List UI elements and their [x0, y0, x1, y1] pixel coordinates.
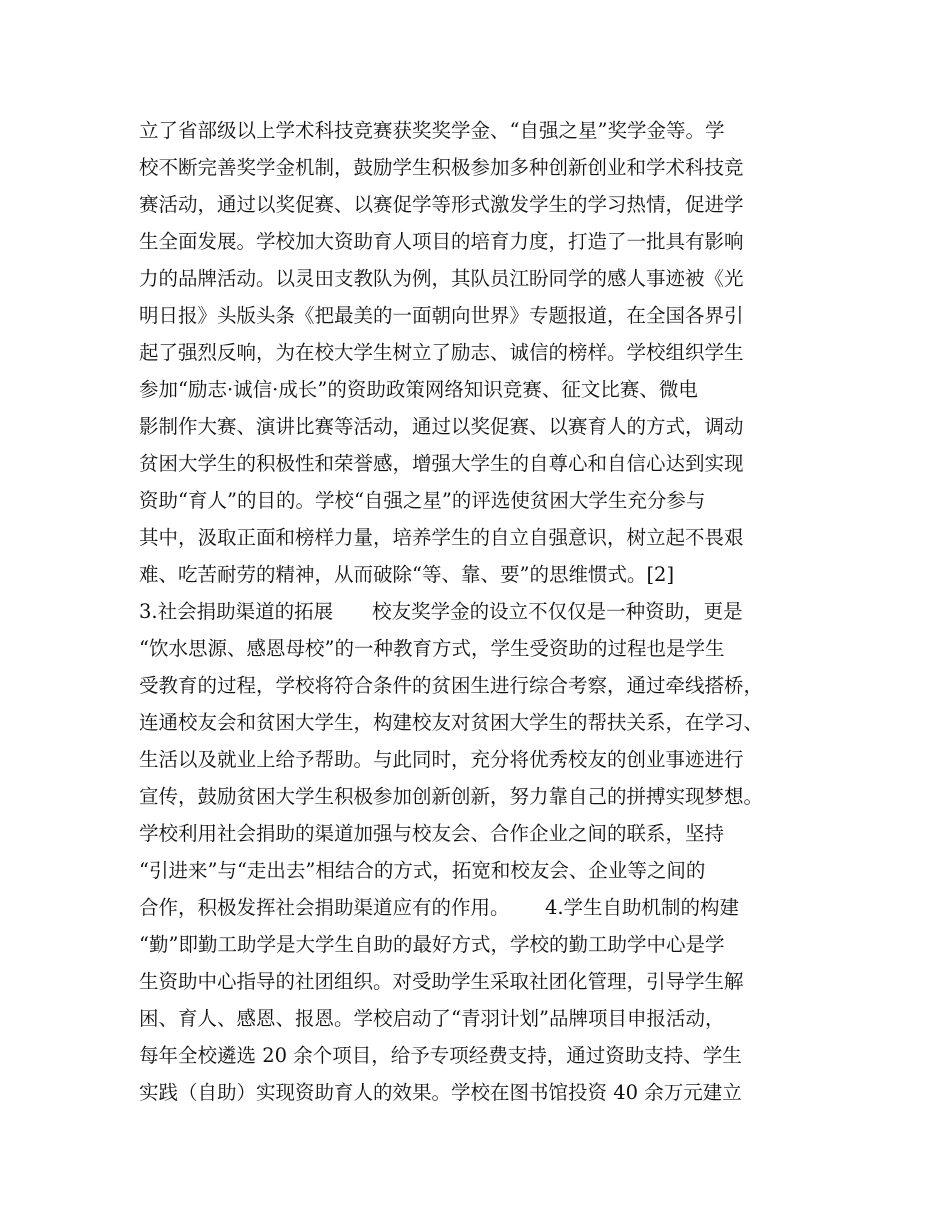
- text-line: “引进来”与“走出去”相结合的方式，拓宽和校友会、企业等之间的: [139, 859, 706, 882]
- text-line: 难、吃苦耐劳的精神，从而破除“等、靠、要”的思维惯式。[2]: [139, 563, 675, 586]
- text-line: 其中，汲取正面和榜样力量，培养学生的自立自强意识，树立起不畏艰: [139, 526, 744, 549]
- text-line: 生资助中心指导的社团组织。对受助学生采取社团化管理，引导学生解: [139, 970, 744, 993]
- text-line: “勤”即勤工助学是大学生自助的最好方式，学校的勤工助学中心是学: [139, 933, 725, 956]
- text-line: 连通校友会和贫困大学生，构建校友对贫困大学生的帮扶关系，在学习、: [139, 711, 764, 734]
- text-line: 贫困大学生的积极性和荣誉感，增强大学生的自尊心和自信心达到实现: [139, 452, 744, 475]
- text-line: 起了强烈反响，为在校大学生树立了励志、诚信的榜样。学校组织学生: [139, 341, 744, 364]
- text-line: 影制作大赛、演讲比赛等活动，通过以奖促赛、以赛育人的方式，调动: [139, 415, 744, 438]
- text-line: 宣传，鼓励贫困大学生积极参加创新创新，努力靠自己的拼搏实现梦想。: [139, 785, 764, 808]
- text-line: 每年全校遴选 20 余个项目，给予专项经费支持，通过资助支持、学生: [139, 1044, 742, 1067]
- text-line: 立了省部级以上学术科技竞赛获奖奖学金、“自强之星”奖学金等。学: [139, 119, 725, 142]
- body-text: [139, 112, 829, 1111]
- text-line: “饮水思源、感恩母校”的一种教育方式，学生受资助的过程也是学生: [139, 637, 725, 660]
- text-line: 校不断完善奖学金机制，鼓励学生积极参加多种创新创业和学术科技竞: [139, 156, 744, 179]
- text-line: 资助“育人”的目的。学校“自强之星”的评选使贫困大学生充分参与: [139, 489, 706, 512]
- text-line: 困、育人、感恩、报恩。学校启动了“青羽计划”品牌项目申报活动，: [139, 1007, 725, 1030]
- text-line: 生全面发展。学校加大资助育人项目的培育力度，打造了一批具有影响: [139, 230, 744, 253]
- text-line: 实践（自助）实现资助育人的效果。学校在图书馆投资 40 余万元建立: [139, 1081, 742, 1104]
- text-line: 赛活动，通过以奖促赛、以赛促学等形式激发学生的学习热情，促进学: [139, 193, 744, 216]
- text-line: 学校利用社会捐助的渠道加强与校友会、合作企业之间的联系，坚持: [139, 822, 725, 845]
- text-line: 力的品牌活动。以灵田支教队为例，其队员江盼同学的感人事迹被《光: [139, 267, 744, 290]
- text-line: 生活以及就业上给予帮助。与此同时，充分将优秀校友的创业事迹进行: [139, 748, 744, 771]
- section-heading-line: 3.社会捐助渠道的拓展 校友奖学金的设立不仅仅是一种资助，更是: [139, 600, 743, 623]
- section-heading-line: 合作，积极发挥社会捐助渠道应有的作用。 4.学生自助机制的构建: [139, 896, 740, 919]
- text-line: 受教育的过程，学校将符合条件的贫困生进行综合考察，通过牵线搭桥，: [139, 674, 764, 697]
- text-line: 参加“励志·诚信·成长”的资助政策网络知识竞赛、征文比赛、微电: [139, 378, 698, 401]
- text-line: 明日报》头版头条《把最美的一面朝向世界》专题报道，在全国各界引: [139, 304, 744, 327]
